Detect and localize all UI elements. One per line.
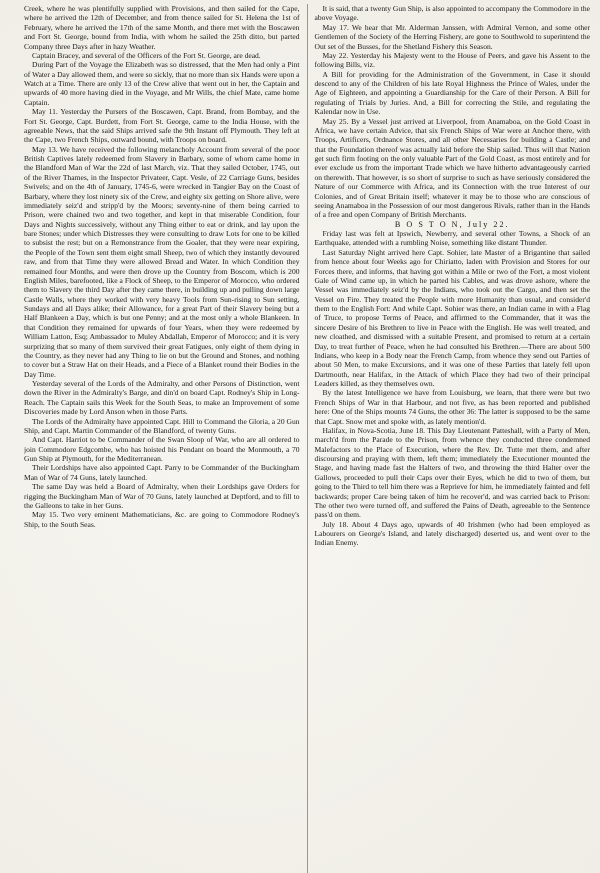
- article-paragraph: Captain Bracey, and several of the Officers of the Fort St. George, are dead.: [32, 50, 261, 60]
- article-paragraph: May 17. We hear that Mr. Alderman Janssen, with Admiral Vernon, and some other Gentlemen of the Society of the Herring Fishery, are gone to Southwold to superintend the Out set of the Busses, for the Shetland Fishery this Season.: [314, 22, 590, 51]
- article-paragraph: Creek, where he was plentifully supplied with Provisions, and then sailed for the Cape, where he arrived the 12th of December, and from thence sailed for St. Helena the 1st of February, where he arrived the 17th of the same Month, and there met with the Boscawen and Fort St. George, bound from India, with whom he sailed the 25th ditto, but parted Company three Days after in hazy Weather.: [24, 4, 300, 51]
- article-paragraph: And Capt. Harriot to be Commander of the Swan Sloop of War, who are all ordered to join Commodore Edgcombe, who has hoisted his Pendant on board the Monmouth, a 70 Gun Ship at Plymouth, for the Mediterranean.: [24, 435, 300, 463]
- article-paragraph: Friday last was felt at Ipswich, Newberry, and several other Towns, a Shock of an Earthquake, attended with a rumbling Noise, something like distant Thunder.: [314, 229, 590, 248]
- article-paragraph: Last Saturday Night arrived here Capt. Sohier, late Master of a Brigantine that sailed from hence about four Weeks ago for Chiriatto, laden with Provision and Stores for our Forces there, and informs, that having got within a Mile or two of the Fort, a most violent Gale of Wind came up, in which he parted his Cables, and was drove ashore, where the Vessel was immediately seiz'd by the Indians, who took out the Cargo, and then set the Vessel on Fire. They treated the People with more Humanity than usual, and consider'd them to the English Fort: And while Capt. Sohier was there, an Indian came in with a Flag of Truce, to propose Terms of Peace, and affirmed to the Commander, that it was the sincere Desire of his Brethren to live in Peace with the English. He was well treated, and new cloathed, and dismissed with a suitable Present, and promised to return at a certain Day, to treat further of Peace, when he had consulted his Brethren.—There are about 500 Indians, who keep in a Body near the French Camp, from whence they send out Parties of about 50 Men, to make Excursions, and it was one of these Parties that lately fell upon Dartmouth, near Halifax, in the Attack of which Place they had two of their principal Leaders killed, as they themselves own.: [314, 247, 590, 388]
- article-paragraph: Halifax, in Nova-Scotia, June 18. This Day Lieutenant Patteshall, with a Party of Men, march'd from the Parade to the Prison, from whence they conducted three condemned Malefactors to the Place of Execution, where the Rev. Dr. Tutte met them, and after discoursing and praying with them, left them; immediately the Executioner mounted the Stage, and having made fast the Halters of two, and throwing the third Halter over the Gallows, proceeded to pull their Caps over their Eyes, which he did to two of them, but going to the Third to tell him there was a Reprieve for him, he immediately fainted and fell backwards; proper Care being taken of him he recover'd, and was carried back to Prison: The other two were turned off, and suffered the Pains of Death, agreeable to the Sentence pass'd on them.: [314, 425, 590, 520]
- left-column: [24, 4, 307, 873]
- article-paragraph: Their Lordships have also appointed Capt. Parry to be Commander of the Buckingham Man of War of 74 Guns, lately launched.: [24, 463, 300, 482]
- article-paragraph: Yesterday several of the Lords of the Admiralty, and other Persons of Distinction, went down the River in the Admiralty's Barge, and din'd on board Capt. Rodney's Ship in Long-Reach. The Captain sails this Week for the South Seas, to make an Improvement of some Discoveries made by Lord Anson when in those Parts.: [24, 379, 300, 417]
- right-column: [307, 4, 591, 873]
- text-columns: [24, 4, 590, 873]
- article-paragraph: May 22. Yesterday his Majesty went to the House of Peers, and gave his Assent to the following Bills, viz.: [314, 50, 590, 70]
- article-paragraph: A Bill for providing for the Administration of the Government, in Case it should descend to any of the Children of his late Royal Highness the Prince of Wales, under the Age of Eighteen, and appointing a Guardianship for the Care of their Person. A Bill for regulating of Trials by Juries. And, a Bill for correcting the Stile, and regulating the Kalendar now in Use.: [314, 69, 590, 117]
- article-paragraph: May 11. Yesterday the Pursers of the Boscawen, Capt. Brand, from Bombay, and the Fort St. George, Capt. Burdett, from Fort St. George, came to the India House, with the agreeable News, that the said Ships arrived safe the 9th Instant off Plymouth. They left at the Cape, two French Ships, outward bound, with Troops on board.: [24, 107, 300, 145]
- article-paragraph: July 18. About 4 Days ago, upwards of 40 Irishmen (who had been employed as Labourers on George's Island, and lately discharged) deserted us, and went over to the Indian Enemy.: [314, 519, 590, 548]
- article-paragraph: May 25. By a Vessel just arrived at Liverpool, from Anamaboa, on the Gold Coast in Africa, we have certain Advice, that six French Ships of War were at Anchor there, with Troops, Artificers, Ordnance Stores, and all other Necessaries for building a Castle; and that the Foundation thereof was actually laid before the Ship sailed. Thus will that Nation get such firm footing on the only valuable Part of the Gold Coast, as most entirely and for ever exclude us from the important Trade which we have hitherto advantageously carried on therewith. That however, is so short of surprise to such as have seriously considered the Nature of our Commerce with Africa, and its Connection with the true Interest of our Colonies, and of Great Britain itself; whatever it may be to those who are conscious of seeing Anamaboa in the Possession of our most dangerous Rivals, rather than in the Hands of a free and open Company of British Merchants.: [314, 116, 590, 220]
- article-paragraph: The same Day was held a Board of Admiralty, when their Lordships gave Orders for rigging the Buckingham Man of War of 70 Guns, lately launched at Deptford, and to fill to the Galleons to take in her Guns.: [24, 482, 300, 510]
- article-paragraph: It is said, that a twenty Gun Ship, is also appointed to accompany the Commodore in the above Voyage.: [314, 4, 590, 23]
- article-paragraph: May 15. Two very eminent Mathematicians, &c. are going to Commodore Rodney's Ship, to the South Seas.: [24, 510, 300, 529]
- dateline-heading: B O S T O N, July 22.: [394, 219, 510, 229]
- article-paragraph: By the latest Intelligence we have from Louisburg, we learn, that there were but two French Ships of War in that Harbour, and not five, as has been reported and published here: One of the Ships mounts 74 Guns, the other 36: The latter is supposed to be the same that Capt. Snow met and spoke with, as lately mention'd.: [314, 388, 590, 426]
- article-paragraph: May 13. We have received the following melancholy Account from several of the poor British Captives lately redeemed from Slavery in Barbary, some of whom came home in the Blandford Man of War the 22d of last March, viz. That they sailed October, 1745, out of the River Thames, in the Inspector Privateer, Capt. Vesle, of 22 Carriage Guns, besides Swivels; and on the 4th of January, 1745-6, were wrecked in Tangier Bay on the Coast of Barbary, where they lost ninety six of the Crew, and eighty six getting on Shore alive, were immediately seiz'd and stripp'd by the Moors; seventy-nine of them being carried to Prison, were chained two and two together, and kept in that miserable Condition, four Days and Nights successively, without any Thing either to eat or drink, and lay upon the bare Stones; under which Distresses they were consulting to draw Lots for one to be killed to subsist the rest; but on a Remonstrance from the Goaler, that they were near expiring, the People of the Town sent them eight small Sheep, two of which they instantly devoured raw, and from that Time they were allowed Bread and Water. In which Condition they remained four Months, and were then drove up the Country from Boscom, which is 200 English Miles, barefooted, like a Flock of Sheep, to the Emperor of Morocco, who ordered them to Slavery the third Day after they came there, in building up and pulling down large Castle Walls, where they worked with very heavy Tools from Sun-rising to Sun setting, Sundays and all Days alike; their Allowance, for a great Part of their Slavery being but a Half Blankeen a Day, which is but one Penny; and at the most only a whole Blankeen. In that Condition they remained for upwards of four Years, when they were redeemed by William Latton, Esq; Ambassador to Muley Abdallah, Emperor of Morocco; and it is very surprizing that so many of them survived their great Fatigues, only eight of them dying in the Country, as they never had any Thing to lie on but the Ground and Stones, and nothing to cover but a Straw Hat on their Heads, and a Piece of a Blanket round their Bodies in the Day Time.: [24, 144, 300, 379]
- article-paragraph: The Lords of the Admiralty have appointed Capt. Hill to Command the Gloria, a 20 Gun Ship, and Capt. Martin Commander of the Blandford, of twenty Guns.: [24, 416, 300, 435]
- article-paragraph: During Part of the Voyage the Elizabeth was so distressed, that the Men had only a Pint of Water a Day allowed them, and were so sickly, that no more than six Hands were upon a Watch at a Time. There are only 13 of the Crew alive that went out in her, the Captain and upwards of 40 more having died in the Voyage, and Mr Wills, the chief Mate, came home Captain.: [24, 60, 300, 107]
